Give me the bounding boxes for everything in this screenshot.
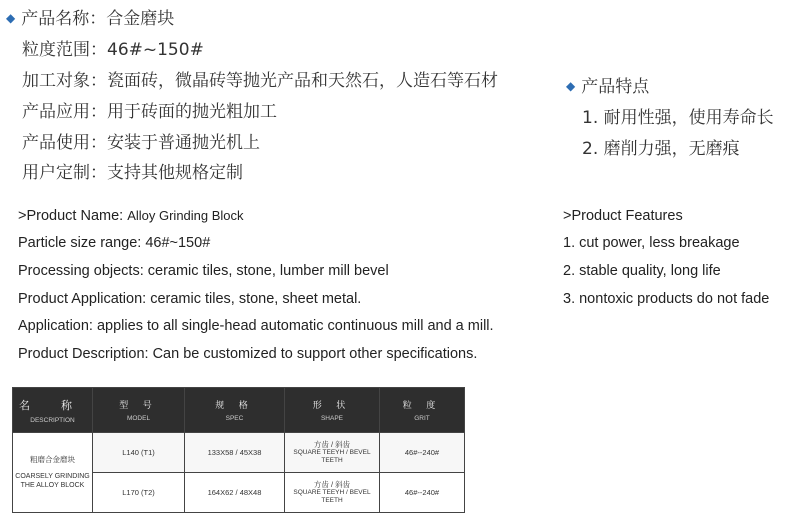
spec-cell: 164X62 / 48X48	[185, 473, 285, 513]
en-product-name: >Product Name: Alloy Grinding Block	[18, 208, 244, 224]
diamond-bullet-icon: ◆	[566, 79, 576, 93]
table-header-row	[13, 388, 465, 433]
en-application: Product Application: ceramic tiles, stone, sheet metal.	[18, 291, 362, 307]
cn-feature-item: 2. 磨削力强，无磨痕	[582, 139, 740, 159]
en-feature-item: 2. stable quality, long life	[563, 263, 721, 279]
cn-grit-range: 粒度范围：46#~150#	[22, 40, 204, 60]
grit-cell: 46#--240#	[380, 473, 465, 513]
cn-customization: 用户定制：支持其他规格定制	[22, 163, 243, 183]
cn-features-title: ◆ 产品特点	[566, 77, 650, 97]
model-cell: L170 (T2)	[93, 473, 185, 513]
en-features-title: >Product Features	[563, 208, 683, 224]
header-description: 名 称 DESCRIPTION	[13, 388, 93, 433]
cn-application: 产品应用：用于砖面的抛光粗加工	[22, 102, 277, 122]
spec-cell: 133X58 / 45X38	[185, 433, 285, 473]
model-cell: L140 (T1)	[93, 433, 185, 473]
cn-feature-item: 1. 耐用性强，使用寿命长	[582, 108, 774, 128]
header-model: 型 号 MODEL	[93, 388, 185, 433]
grit-cell: 46#--240#	[380, 433, 465, 473]
en-usage: Application: applies to all single-head automatic continuous mill and a mill.	[18, 318, 494, 334]
cn-product-name: ◆ 产品名称：合金磨块	[6, 9, 175, 29]
shape-cell: 方齿 / 斜齿 SQUARE TEEYH / BEVEL TEETH	[285, 433, 380, 473]
en-feature-item: 3. nontoxic products do not fade	[563, 291, 770, 307]
en-processing-objects: Processing objects: ceramic tiles, stone, lumber mill bevel	[18, 263, 389, 279]
en-description: Product Description: Can be customized to support other specifications.	[18, 346, 478, 362]
table-row	[13, 433, 465, 473]
header-shape: 形 状 SHAPE	[285, 388, 380, 433]
cn-processing-objects: 加工对象：瓷面砖，微晶砖等抛光产品和天然石，人造石等石材	[22, 71, 498, 91]
description-cell: 粗磨合金磨块 COARSELY GRINDING THE ALLOY BLOCK	[13, 433, 93, 513]
spec-table	[12, 387, 465, 513]
cn-usage: 产品使用：安装于普通抛光机上	[22, 133, 260, 153]
en-feature-item: 1. cut power, less breakage	[563, 235, 740, 251]
en-grit-range: Particle size range: 46#~150#	[18, 235, 211, 251]
shape-cell: 方齿 / 斜齿 SQUARE TEEYH / BEVEL TEETH	[285, 473, 380, 513]
header-spec: 规 格 SPEC	[185, 388, 285, 433]
diamond-bullet-icon: ◆	[6, 11, 16, 25]
header-grit: 粒 度 GRIT	[380, 388, 465, 433]
